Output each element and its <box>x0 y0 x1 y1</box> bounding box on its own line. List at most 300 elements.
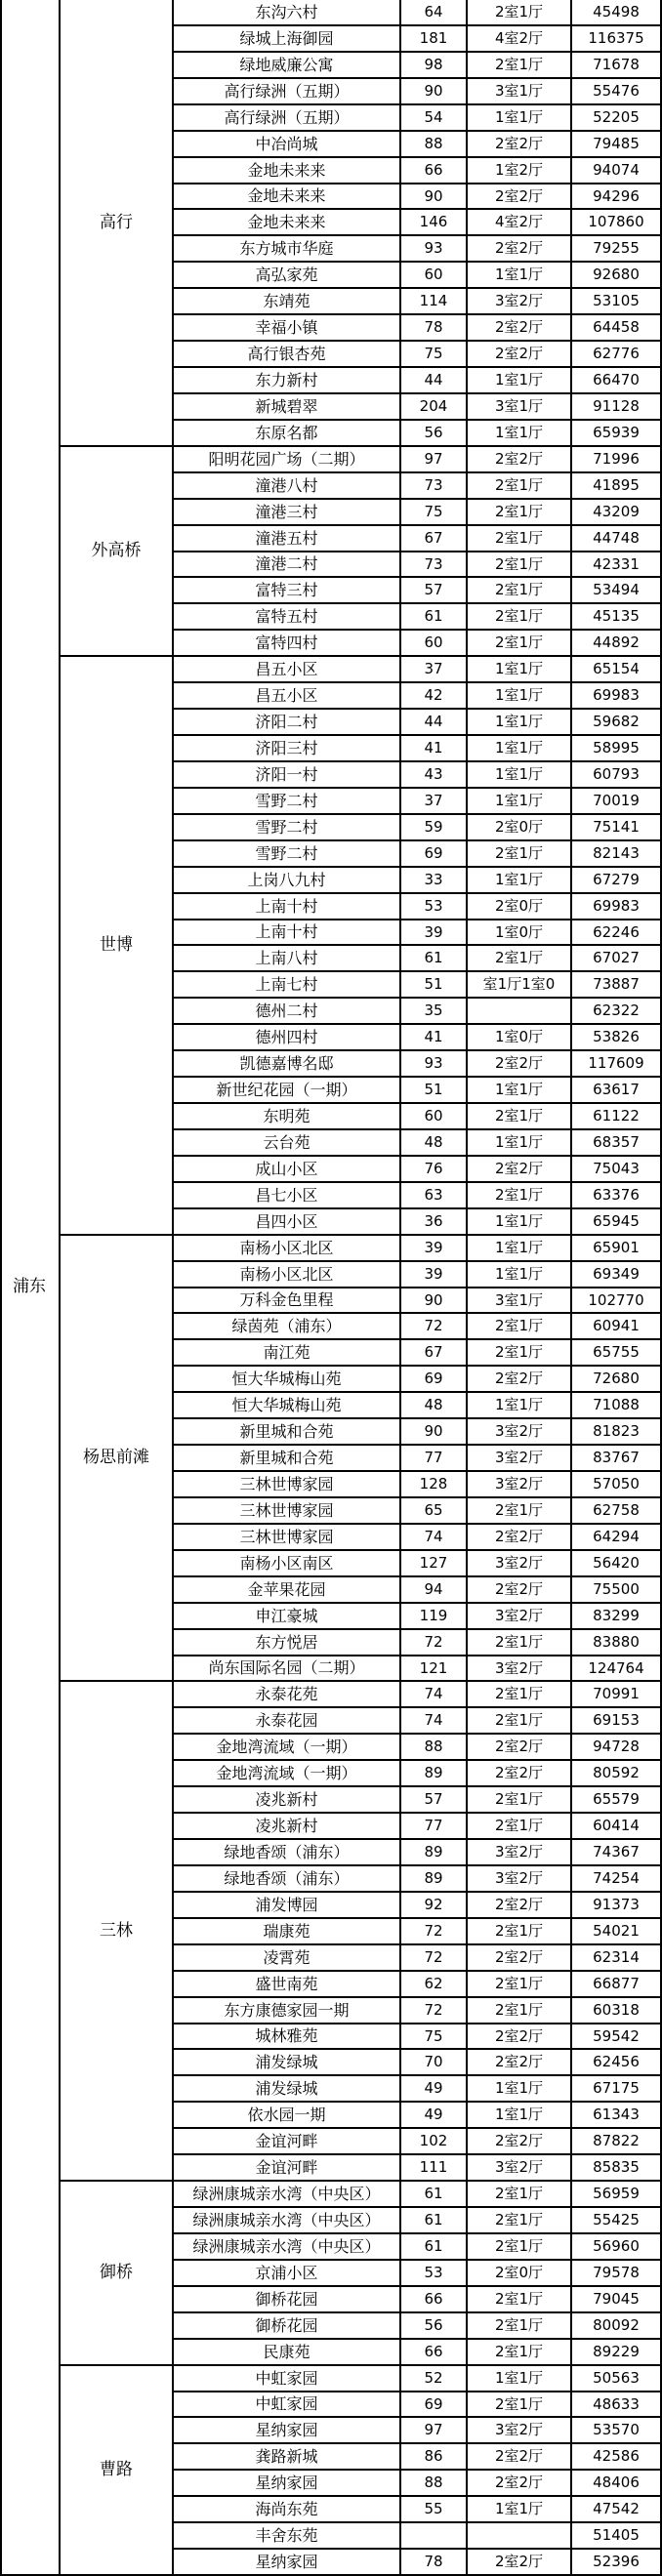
area-size-cell: 67 <box>401 1340 468 1367</box>
estate-name-cell: 高弘家苑 <box>174 263 401 289</box>
estate-name-cell: 绿地威廉公寓 <box>174 53 401 79</box>
unit-price-cell: 42586 <box>572 2444 662 2471</box>
layout-cell: 1室1厅 <box>468 368 572 394</box>
area-size-cell: 49 <box>401 2076 468 2103</box>
layout-cell: 2室1厅 <box>468 2287 572 2313</box>
area-size-cell: 54 <box>401 105 468 132</box>
layout-cell: 2室2厅 <box>468 1525 572 1551</box>
estate-name-cell: 德州二村 <box>174 999 401 1025</box>
unit-price-cell: 53826 <box>572 1025 662 1051</box>
estate-name-cell: 上南十村 <box>174 894 401 920</box>
unit-price-cell: 79045 <box>572 2287 662 2313</box>
unit-price-cell: 62246 <box>572 920 662 946</box>
area-size-cell: 93 <box>401 236 468 263</box>
area-size-cell: 114 <box>401 289 468 315</box>
area-size-cell: 102 <box>401 2129 468 2155</box>
estate-name-cell: 御桥花园 <box>174 2287 401 2313</box>
unit-price-cell: 42331 <box>572 552 662 578</box>
area-size-cell: 94 <box>401 1577 468 1604</box>
area-size-cell: 42 <box>401 683 468 710</box>
layout-cell: 1室1厅 <box>468 789 572 815</box>
estate-name-cell: 三林世博家园 <box>174 1498 401 1525</box>
layout-cell: 1室2厅 <box>468 158 572 184</box>
layout-cell: 2室1厅 <box>468 1814 572 1840</box>
layout-cell: 2室1厅 <box>468 604 572 631</box>
area-size-cell: 33 <box>401 868 468 894</box>
estate-name-cell: 凌霄苑 <box>174 1945 401 1972</box>
unit-price-cell: 66470 <box>572 368 662 394</box>
area-size-cell: 61 <box>401 604 468 631</box>
estate-name-cell: 上南八村 <box>174 946 401 972</box>
unit-price-cell: 67027 <box>572 946 662 972</box>
estate-name-cell: 新世纪花园（一期） <box>174 1078 401 1104</box>
unit-price-cell: 45498 <box>572 0 662 26</box>
area-size-cell: 70 <box>401 2050 468 2076</box>
layout-cell: 2室2厅 <box>468 2471 572 2497</box>
unit-price-cell: 50563 <box>572 2366 662 2392</box>
area-size-cell: 92 <box>401 1893 468 1919</box>
unit-price-cell: 102770 <box>572 1288 662 1314</box>
unit-price-cell: 65755 <box>572 1340 662 1367</box>
layout-cell: 1室1厅 <box>468 1236 572 1262</box>
estate-name-cell: 绿地香颂（浦东） <box>174 1840 401 1866</box>
estate-name-cell: 盛世南苑 <box>174 1972 401 1998</box>
unit-price-cell: 61122 <box>572 1104 662 1130</box>
layout-cell: 2室1厅 <box>468 552 572 578</box>
area-size-cell: 67 <box>401 526 468 552</box>
estate-name-cell: 凌兆新村 <box>174 1814 401 1840</box>
unit-price-cell: 85835 <box>572 2155 662 2182</box>
estate-name-cell: 德州四村 <box>174 1025 401 1051</box>
layout-cell: 室1厅1室0 <box>468 972 572 999</box>
estate-name-cell: 东方悦居 <box>174 1630 401 1656</box>
estate-name-cell: 昌五小区 <box>174 683 401 710</box>
area-size-cell: 43 <box>401 762 468 789</box>
layout-cell: 2室1厅 <box>468 500 572 526</box>
area-size-cell: 97 <box>401 2418 468 2444</box>
layout-cell: 3室2厅 <box>468 1604 572 1630</box>
estate-name-cell: 中冶尚城 <box>174 132 401 158</box>
estate-name-cell: 南江苑 <box>174 1340 401 1367</box>
layout-cell: 1室1厅 <box>468 1262 572 1288</box>
layout-cell: 2室1厅 <box>468 578 572 604</box>
layout-cell: 2室2厅 <box>468 315 572 342</box>
layout-cell: 1室1厅 <box>468 421 572 447</box>
layout-cell: 3室2厅 <box>468 2418 572 2444</box>
area-group-cell: 外高桥 <box>61 447 174 657</box>
unit-price-cell: 92680 <box>572 263 662 289</box>
layout-cell: 2室2厅 <box>468 1761 572 1787</box>
estate-name-cell: 潼港三村 <box>174 500 401 526</box>
unit-price-cell: 53570 <box>572 2418 662 2444</box>
estate-name-cell: 金谊河畔 <box>174 2129 401 2155</box>
unit-price-cell: 65154 <box>572 657 662 683</box>
area-size-cell: 66 <box>401 158 468 184</box>
estate-name-cell: 瑞康苑 <box>174 1919 401 1945</box>
unit-price-cell: 64458 <box>572 315 662 342</box>
unit-price-cell: 63376 <box>572 1183 662 1209</box>
estate-name-cell: 云台苑 <box>174 1130 401 1157</box>
estate-name-cell: 新里城和合苑 <box>174 1419 401 1446</box>
unit-price-cell: 117609 <box>572 1051 662 1078</box>
estate-name-cell: 恒大华城梅山苑 <box>174 1367 401 1393</box>
unit-price-cell: 60941 <box>572 1314 662 1340</box>
estate-name-cell: 济阳二村 <box>174 710 401 736</box>
area-size-cell: 77 <box>401 1446 468 1472</box>
unit-price-cell: 72680 <box>572 1367 662 1393</box>
estate-name-cell: 潼港五村 <box>174 526 401 552</box>
area-size-cell: 90 <box>401 79 468 105</box>
layout-cell: 3室1厅 <box>468 79 572 105</box>
estate-name-cell: 依水园一期 <box>174 2103 401 2129</box>
unit-price-cell: 79255 <box>572 236 662 263</box>
area-size-cell: 60 <box>401 263 468 289</box>
unit-price-cell: 53494 <box>572 578 662 604</box>
unit-price-cell: 107860 <box>572 210 662 236</box>
unit-price-cell: 48406 <box>572 2471 662 2497</box>
unit-price-cell: 81823 <box>572 1419 662 1446</box>
estate-name-cell: 雪野二村 <box>174 841 401 868</box>
estate-name-cell: 上南七村 <box>174 972 401 999</box>
unit-price-cell: 62758 <box>572 1498 662 1525</box>
estate-name-cell: 城林雅苑 <box>174 2024 401 2050</box>
estate-name-cell: 金谊河畔 <box>174 2155 401 2182</box>
layout-cell: 1室1厅 <box>468 762 572 789</box>
estate-name-cell: 凌兆新村 <box>174 1787 401 1814</box>
estate-name-cell: 海尚东苑 <box>174 2497 401 2523</box>
unit-price-cell: 91373 <box>572 1893 662 1919</box>
layout-cell <box>468 999 572 1025</box>
layout-cell: 2室1厅 <box>468 1314 572 1340</box>
area-group-cell: 御桥 <box>61 2182 174 2366</box>
layout-cell: 1室1厅 <box>468 263 572 289</box>
layout-cell: 2室1厅 <box>468 53 572 79</box>
unit-price-cell: 52205 <box>572 105 662 132</box>
layout-cell: 1室1厅 <box>468 868 572 894</box>
estate-name-cell: 昌七小区 <box>174 1183 401 1209</box>
area-size-cell: 63 <box>401 1183 468 1209</box>
estate-name-cell: 东方康德家园一期 <box>174 1998 401 2024</box>
unit-price-cell: 43209 <box>572 500 662 526</box>
estate-name-cell: 星纳家园 <box>174 2418 401 2444</box>
area-size-cell: 37 <box>401 789 468 815</box>
layout-cell: 2室2厅 <box>468 1893 572 1919</box>
layout-cell: 2室1厅 <box>468 946 572 972</box>
layout-cell: 2室2厅 <box>468 342 572 368</box>
area-size-cell: 127 <box>401 1551 468 1577</box>
estate-name-cell: 阳明花园广场（二期） <box>174 447 401 473</box>
estate-name-cell: 中虹家园 <box>174 2392 401 2418</box>
area-size-cell: 97 <box>401 447 468 473</box>
layout-cell: 3室2厅 <box>468 2155 572 2182</box>
unit-price-cell: 45135 <box>572 604 662 631</box>
area-size-cell: 36 <box>401 1209 468 1236</box>
layout-cell: 3室2厅 <box>468 1446 572 1472</box>
area-size-cell: 88 <box>401 132 468 158</box>
unit-price-cell: 60318 <box>572 1998 662 2024</box>
area-size-cell: 73 <box>401 473 468 500</box>
estate-name-cell: 民康苑 <box>174 2340 401 2366</box>
layout-cell: 2室1厅 <box>468 1630 572 1656</box>
area-size-cell: 128 <box>401 1472 468 1498</box>
area-size-cell: 89 <box>401 1840 468 1866</box>
area-size-cell: 39 <box>401 1236 468 1262</box>
unit-price-cell: 70019 <box>572 789 662 815</box>
estate-name-cell: 东原名都 <box>174 421 401 447</box>
estate-name-cell: 三林世博家园 <box>174 1525 401 1551</box>
area-size-cell: 61 <box>401 946 468 972</box>
estate-name-cell: 恒大华城梅山苑 <box>174 1393 401 1419</box>
area-size-cell: 76 <box>401 1157 468 1183</box>
unit-price-cell: 69153 <box>572 1708 662 1735</box>
estate-name-cell: 金地湾流域（一期） <box>174 1761 401 1787</box>
unit-price-cell: 44748 <box>572 526 662 552</box>
layout-cell: 2室1厅 <box>468 473 572 500</box>
layout-cell: 3室2厅 <box>468 1472 572 1498</box>
area-size-cell: 39 <box>401 1262 468 1288</box>
area-size-cell: 66 <box>401 2340 468 2366</box>
layout-cell: 1室1厅 <box>468 1393 572 1419</box>
unit-price-cell: 59682 <box>572 710 662 736</box>
unit-price-cell: 44892 <box>572 631 662 657</box>
area-size-cell: 111 <box>401 2155 468 2182</box>
layout-cell: 1室1厅 <box>468 1078 572 1104</box>
estate-name-cell: 凯德嘉博名邸 <box>174 1051 401 1078</box>
unit-price-cell: 71088 <box>572 1393 662 1419</box>
unit-price-cell: 74367 <box>572 1840 662 1866</box>
area-size-cell: 181 <box>401 26 468 53</box>
estate-name-cell: 永泰花园 <box>174 1708 401 1735</box>
estate-name-cell: 丰舍东苑 <box>174 2523 401 2550</box>
estate-name-cell: 高行绿洲（五期） <box>174 105 401 132</box>
layout-cell: 2室2厅 <box>468 1367 572 1393</box>
area-size-cell: 72 <box>401 1919 468 1945</box>
unit-price-cell: 64294 <box>572 1525 662 1551</box>
layout-cell: 2室2厅 <box>468 2024 572 2050</box>
layout-cell: 2室1厅 <box>468 2392 572 2418</box>
estate-name-cell: 中虹家园 <box>174 2366 401 2392</box>
estate-name-cell: 富特五村 <box>174 604 401 631</box>
estate-name-cell: 三林世博家园 <box>174 1472 401 1498</box>
area-size-cell: 51 <box>401 972 468 999</box>
layout-cell: 2室1厅 <box>468 1972 572 1998</box>
unit-price-cell: 67279 <box>572 868 662 894</box>
unit-price-cell: 67175 <box>572 2076 662 2103</box>
unit-price-cell: 75043 <box>572 1157 662 1183</box>
area-size-cell: 60 <box>401 1104 468 1130</box>
unit-price-cell: 41895 <box>572 473 662 500</box>
area-size-cell: 59 <box>401 815 468 841</box>
unit-price-cell: 80592 <box>572 1761 662 1787</box>
layout-cell: 2室1厅 <box>468 1787 572 1814</box>
estate-name-cell: 金地未来来 <box>174 158 401 184</box>
estate-name-cell: 高行银杏苑 <box>174 342 401 368</box>
area-size-cell: 41 <box>401 736 468 762</box>
layout-cell: 4室2厅 <box>468 26 572 53</box>
area-size-cell: 90 <box>401 1288 468 1314</box>
unit-price-cell: 65901 <box>572 1236 662 1262</box>
layout-cell: 2室1厅 <box>468 1708 572 1735</box>
unit-price-cell: 65945 <box>572 1209 662 1236</box>
estate-name-cell: 御桥花园 <box>174 2313 401 2340</box>
unit-price-cell: 56420 <box>572 1551 662 1577</box>
layout-cell: 2室1厅 <box>468 1919 572 1945</box>
layout-cell: 2室1厅 <box>468 0 572 26</box>
layout-cell: 2室2厅 <box>468 2550 572 2576</box>
estate-name-cell: 绿洲康城亲水湾（中央区） <box>174 2182 401 2208</box>
area-size-cell: 74 <box>401 1708 468 1735</box>
area-size-cell: 73 <box>401 552 468 578</box>
area-size-cell: 90 <box>401 1419 468 1446</box>
estate-name-cell: 南杨小区南区 <box>174 1551 401 1577</box>
area-size-cell: 146 <box>401 210 468 236</box>
unit-price-cell: 87822 <box>572 2129 662 2155</box>
unit-price-cell: 94074 <box>572 158 662 184</box>
estate-name-cell: 南杨小区北区 <box>174 1236 401 1262</box>
area-size-cell: 93 <box>401 1051 468 1078</box>
area-group-cell: 曹路 <box>61 2366 174 2576</box>
estate-name-cell: 上南十村 <box>174 920 401 946</box>
layout-cell: 2室1厅 <box>468 1998 572 2024</box>
layout-cell: 2室2厅 <box>468 1577 572 1604</box>
unit-price-cell: 55425 <box>572 2208 662 2234</box>
estate-name-cell: 雪野二村 <box>174 815 401 841</box>
estate-name-cell: 幸福小镇 <box>174 315 401 342</box>
unit-price-cell: 69983 <box>572 683 662 710</box>
estate-name-cell: 星纳家园 <box>174 2471 401 2497</box>
unit-price-cell: 75500 <box>572 1577 662 1604</box>
area-size-cell: 53 <box>401 2261 468 2287</box>
area-group-cell: 三林 <box>61 1682 174 2182</box>
district-cell: 浦东 <box>0 0 61 2576</box>
area-size-cell: 90 <box>401 184 468 210</box>
area-size-cell: 61 <box>401 2234 468 2261</box>
area-size-cell: 88 <box>401 1735 468 1761</box>
area-size-cell: 44 <box>401 368 468 394</box>
area-size-cell: 66 <box>401 2287 468 2313</box>
layout-cell: 1室1厅 <box>468 736 572 762</box>
unit-price-cell: 60414 <box>572 1814 662 1840</box>
layout-cell: 2室2厅 <box>468 236 572 263</box>
layout-cell: 1室1厅 <box>468 105 572 132</box>
area-size-cell: 89 <box>401 1866 468 1893</box>
estate-name-cell: 浦发博园 <box>174 1893 401 1919</box>
unit-price-cell: 94296 <box>572 184 662 210</box>
layout-cell: 3室2厅 <box>468 1656 572 1682</box>
area-size-cell: 119 <box>401 1604 468 1630</box>
layout-cell: 3室2厅 <box>468 1551 572 1577</box>
layout-cell: 2室2厅 <box>468 184 572 210</box>
area-size-cell: 72 <box>401 1314 468 1340</box>
estate-name-cell: 东方城市华庭 <box>174 236 401 263</box>
estate-name-cell: 昌五小区 <box>174 657 401 683</box>
unit-price-cell: 48633 <box>572 2392 662 2418</box>
area-size-cell: 64 <box>401 0 468 26</box>
estate-name-cell: 高行绿洲（五期） <box>174 79 401 105</box>
area-size-cell: 56 <box>401 421 468 447</box>
layout-cell: 2室1厅 <box>468 1498 572 1525</box>
area-size-cell: 61 <box>401 2208 468 2234</box>
estate-name-cell: 东靖苑 <box>174 289 401 315</box>
layout-cell: 2室2厅 <box>468 1735 572 1761</box>
estate-name-cell: 金苹果花园 <box>174 1577 401 1604</box>
area-size-cell: 53 <box>401 894 468 920</box>
estate-name-cell: 绿地香颂（浦东） <box>174 1866 401 1893</box>
area-size-cell: 204 <box>401 394 468 421</box>
estate-name-cell: 潼港八村 <box>174 473 401 500</box>
layout-cell: 2室0厅 <box>468 2261 572 2287</box>
estate-name-cell: 雪野二村 <box>174 789 401 815</box>
layout-cell: 3室2厅 <box>468 1419 572 1446</box>
unit-price-cell: 65579 <box>572 1787 662 1814</box>
unit-price-cell: 59542 <box>572 2024 662 2050</box>
area-size-cell: 55 <box>401 2497 468 2523</box>
area-size-cell: 75 <box>401 500 468 526</box>
area-size-cell: 69 <box>401 2392 468 2418</box>
area-size-cell: 41 <box>401 1025 468 1051</box>
area-size-cell: 75 <box>401 2024 468 2050</box>
area-size-cell: 37 <box>401 657 468 683</box>
unit-price-cell: 89229 <box>572 2340 662 2366</box>
unit-price-cell: 62776 <box>572 342 662 368</box>
estate-name-cell: 浦发绿城 <box>174 2050 401 2076</box>
area-size-cell: 61 <box>401 2182 468 2208</box>
estate-name-cell: 永泰花苑 <box>174 1682 401 1708</box>
unit-price-cell: 53105 <box>572 289 662 315</box>
layout-cell: 2室1厅 <box>468 526 572 552</box>
estate-name-cell: 绿洲康城亲水湾（中央区） <box>174 2208 401 2234</box>
unit-price-cell: 56960 <box>572 2234 662 2261</box>
unit-price-cell: 55476 <box>572 79 662 105</box>
unit-price-cell: 74254 <box>572 1866 662 1893</box>
unit-price-cell: 70991 <box>572 1682 662 1708</box>
layout-cell: 2室1厅 <box>468 2340 572 2366</box>
estate-name-cell: 富特三村 <box>174 578 401 604</box>
estate-name-cell: 新城碧翠 <box>174 394 401 421</box>
layout-cell: 3室2厅 <box>468 289 572 315</box>
area-size-cell: 88 <box>401 2471 468 2497</box>
layout-cell: 1室0厅 <box>468 920 572 946</box>
unit-price-cell: 52396 <box>572 2550 662 2576</box>
area-size-cell: 39 <box>401 920 468 946</box>
area-size-cell: 48 <box>401 1393 468 1419</box>
layout-cell: 1室1厅 <box>468 1209 572 1236</box>
unit-price-cell: 79485 <box>572 132 662 158</box>
layout-cell <box>468 2523 572 2550</box>
layout-cell: 2室1厅 <box>468 631 572 657</box>
estate-name-cell: 东沟六村 <box>174 0 401 26</box>
layout-cell: 2室0厅 <box>468 815 572 841</box>
estate-name-cell: 南杨小区北区 <box>174 1262 401 1288</box>
layout-cell: 1室1厅 <box>468 710 572 736</box>
area-size-cell: 86 <box>401 2444 468 2471</box>
area-size-cell: 48 <box>401 1130 468 1157</box>
estate-name-cell: 金地未来来 <box>174 184 401 210</box>
unit-price-cell: 69349 <box>572 1262 662 1288</box>
area-size-cell <box>401 2523 468 2550</box>
layout-cell: 2室2厅 <box>468 2050 572 2076</box>
layout-cell: 2室2厅 <box>468 447 572 473</box>
layout-cell: 3室1厅 <box>468 394 572 421</box>
estate-name-cell: 东力新村 <box>174 368 401 394</box>
layout-cell: 2室1厅 <box>468 2182 572 2208</box>
layout-cell: 3室2厅 <box>468 1866 572 1893</box>
layout-cell: 1室1厅 <box>468 2103 572 2129</box>
layout-cell: 1室1厅 <box>468 2497 572 2523</box>
area-size-cell: 78 <box>401 315 468 342</box>
area-size-cell: 69 <box>401 841 468 868</box>
estate-name-cell: 昌四小区 <box>174 1209 401 1236</box>
